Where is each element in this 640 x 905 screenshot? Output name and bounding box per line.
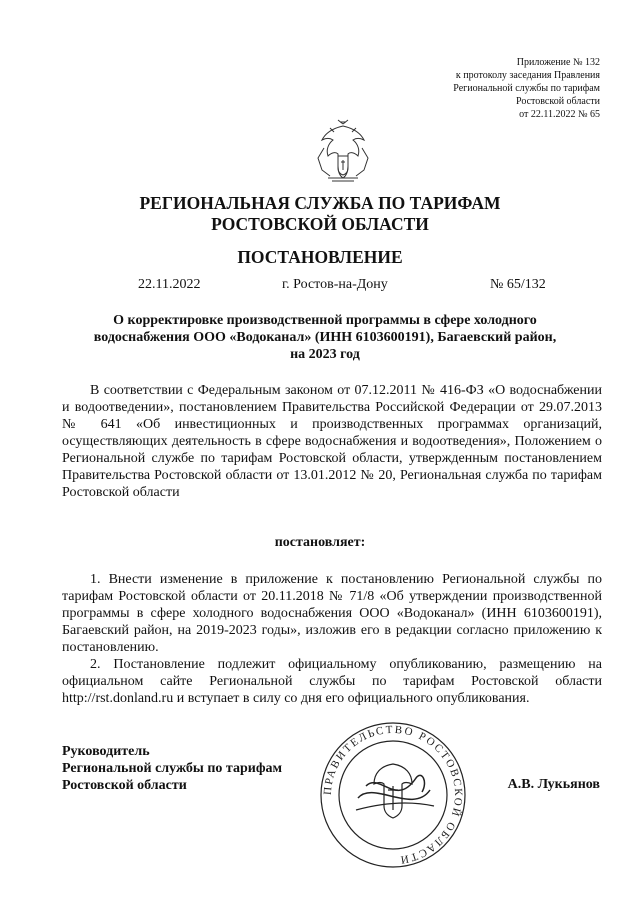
appendix-line: от 22.11.2022 № 65 — [519, 109, 600, 120]
decree-item: 2. Постановление подлежит официальному опубликованию, размещению на официальном сайте Региональной службы по тарифам Ростовской области http://rst.donland.ru и вступает в силу со дня его официального опубликования. — [62, 657, 602, 706]
decree-word: постановляет: — [274, 535, 366, 550]
signer-name: А.В. Лукьянов — [507, 777, 600, 792]
seal-text: ПРАВИТЕЛЬСТВО РОСТОВСКОЙ ОБЛАСТИ — [321, 723, 465, 866]
document-type: ПОСТАНОВЛЕНИЕ — [237, 247, 403, 267]
appendix-line: Региональной службы по тарифам — [453, 83, 600, 94]
preamble-paragraph: В соответствии с Федеральным законом от 07.12.2011 № 416-ФЗ «О водоснабжении и водоотведении», постановлением Правительства Российской Федерации от 29.07.2013 № 641 «Об инвестиционных и производственных программах организаций, осуществляющих деятельность в сфере водоснабжения и водоотведения», Положением о Региональной службе по тарифам Ростовской области, утвержденным постановлением Правительства Ростовской области от 13.01.2012 № 20, Региональная служба по тарифам Ростовской области — [62, 383, 602, 500]
decree-items — [62, 571, 602, 707]
subject-line: водоснабжения ООО «Водоканал» (ИНН 6103600191), Багаевский район, — [93, 330, 557, 345]
appendix-line: к протоколу заседания Правления — [455, 70, 600, 81]
signer-title — [62, 743, 282, 794]
decree-item: 1. Внести изменение в приложение к постановлению Региональной службы по тарифам Ростовской области от 20.11.2018 № 71/8 «Об утверждении производственной программы в сфере холодного водоснабжения ООО «Водоканал» (ИНН 6103600191), Багаевский район, на 2019-2023 годы», изложив его в редакции согласно приложению к постановлению. — [62, 572, 602, 655]
appendix-line: Приложение № 132 — [516, 57, 600, 68]
coat-of-arms-icon — [316, 118, 370, 184]
appendix-note — [453, 56, 600, 121]
organization-title — [0, 193, 640, 235]
signer-line: Региональной службы по тарифам — [62, 761, 283, 776]
official-seal-icon — [318, 720, 468, 870]
subject-line: на 2023 год — [290, 347, 360, 362]
organization-title-line: РОСТОВСКОЙ ОБЛАСТИ — [211, 214, 429, 234]
signer-line: Ростовской области — [62, 778, 187, 793]
appendix-line: Ростовской области — [516, 96, 600, 107]
organization-title-line: РЕГИОНАЛЬНАЯ СЛУЖБА ПО ТАРИФАМ — [139, 193, 501, 213]
document-place: г. Ростов-на-Дону — [282, 277, 388, 292]
subject-line: О корректировке производственной программы в сфере холодного — [113, 313, 537, 328]
document-date: 22.11.2022 — [138, 277, 201, 292]
document-subject — [80, 312, 570, 363]
document-number: № 65/132 — [490, 277, 546, 292]
preamble — [62, 382, 602, 501]
signer-line: Руководитель — [62, 744, 150, 759]
